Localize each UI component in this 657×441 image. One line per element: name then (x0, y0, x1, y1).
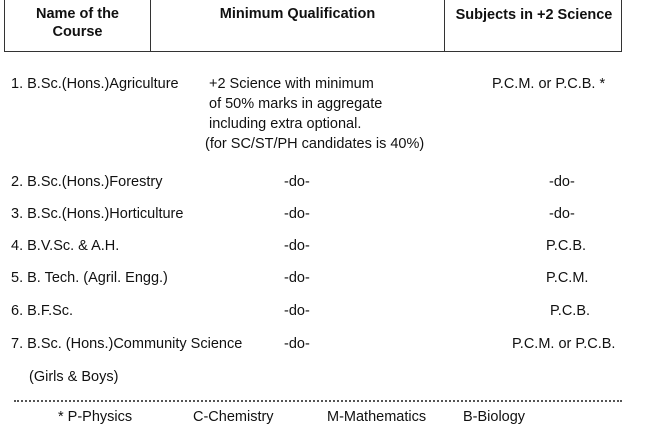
row-1-qualification-line4: (for SC/ST/PH candidates is 40%) (205, 136, 425, 152)
dotted-divider (14, 400, 622, 402)
row-5-course: 5. B. Tech. (Agril. Engg.) (11, 270, 168, 286)
header-course (5, 0, 151, 52)
legend-physics: * P-Physics (58, 409, 133, 425)
row-5-qualification: -do- (284, 270, 310, 286)
table-header (4, 0, 622, 52)
header-qualification: Minimum Qualification (151, 0, 445, 52)
row-2-subjects: -do- (549, 174, 575, 190)
row-7-subjects: P.C.M. or P.C.B. (512, 336, 616, 352)
header-subjects: Subjects in +2 Science (455, 7, 613, 23)
row-7-course-line2: (Girls & Boys) (29, 369, 119, 385)
row-3-subjects: -do- (549, 206, 575, 222)
row-7-qualification: -do- (284, 336, 310, 352)
row-5-subjects: P.C.M. (546, 270, 589, 286)
legend-chemistry: C-Chemistry (193, 409, 274, 425)
row-2-qualification: -do- (284, 174, 310, 190)
row-1-qualification-line3: including extra optional. (209, 116, 362, 132)
row-4-course: 4. B.V.Sc. & A.H. (11, 238, 120, 254)
row-6-subjects: P.C.B. (550, 303, 591, 319)
header-course-line1: Name of the (36, 6, 119, 22)
header-course-line2: Course (52, 24, 103, 40)
row-6-course: 6. B.F.Sc. (11, 303, 74, 319)
row-1-qualification-line1: +2 Science with minimum (209, 76, 374, 92)
row-3-qualification: -do- (284, 206, 310, 222)
row-1-course: 1. B.Sc.(Hons.)Agriculture (11, 76, 179, 92)
row-7-course: 7. B.Sc. (Hons.)Community Science (11, 336, 243, 352)
row-3-course: 3. B.Sc.(Hons.)Horticulture (11, 206, 184, 222)
row-4-qualification: -do- (284, 238, 310, 254)
legend-mathematics: M-Mathematics (327, 409, 427, 425)
row-4-subjects: P.C.B. (546, 238, 587, 254)
row-1-qualification-line2: of 50% marks in aggregate (209, 96, 383, 112)
row-6-qualification: -do- (284, 303, 310, 319)
row-2-course: 2. B.Sc.(Hons.)Forestry (11, 174, 163, 190)
legend-biology: B-Biology (463, 409, 526, 425)
row-1-subjects: P.C.M. or P.C.B. * (492, 76, 606, 92)
